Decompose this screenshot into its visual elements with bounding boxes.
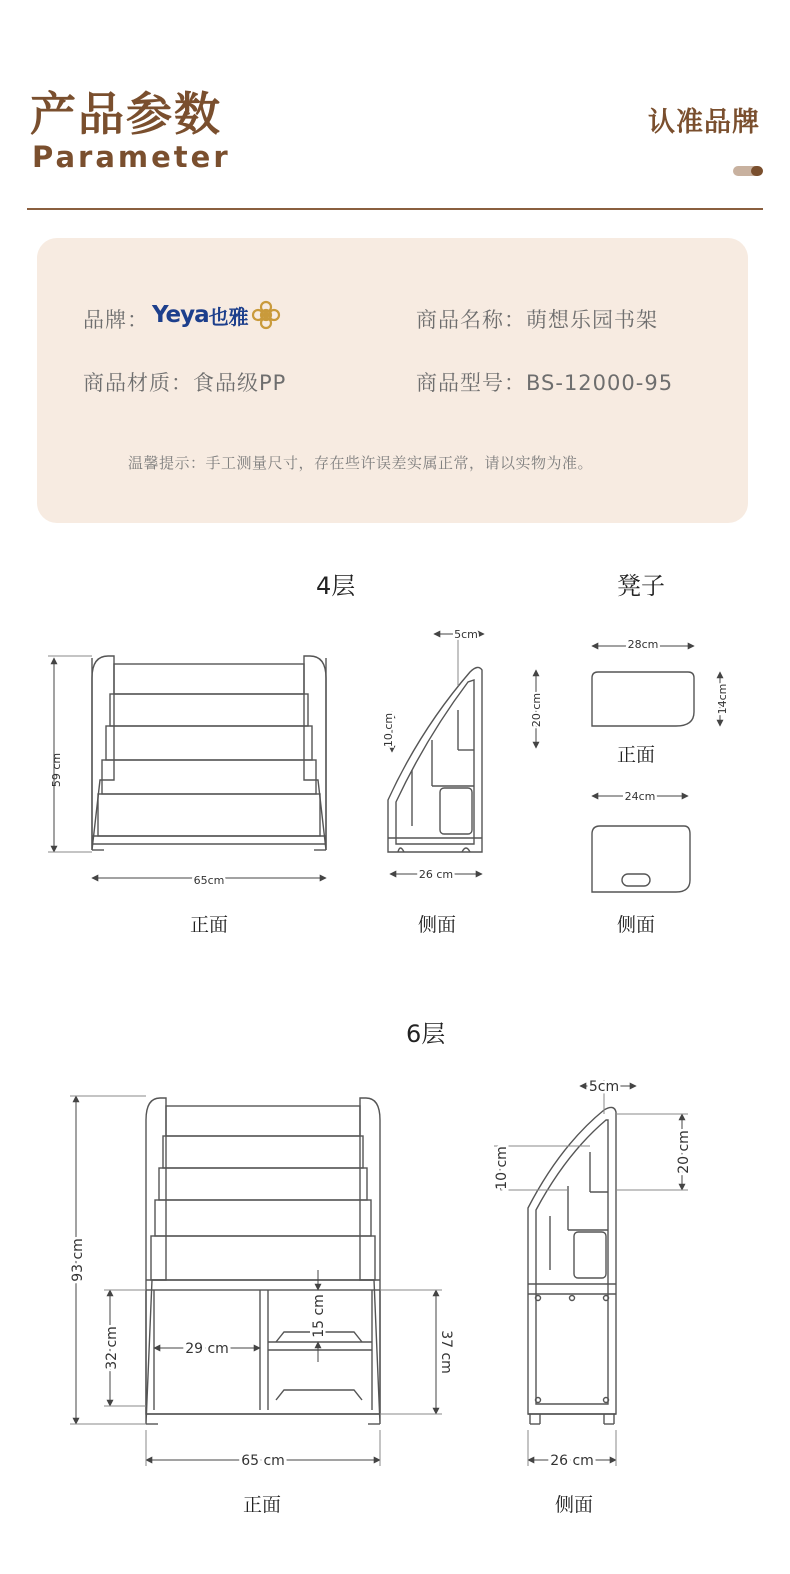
- brand-row: [83, 304, 149, 334]
- section-6-drawings: [0, 1070, 790, 1480]
- dim-6-depth: 26 cm: [550, 1453, 594, 1469]
- caption-6-front: 正面: [243, 1494, 282, 1516]
- section-6-title: 6层: [406, 1020, 446, 1048]
- product-model: 商品型号：BS-12000-95: [416, 371, 674, 395]
- caption-stool-front: 正面: [617, 744, 656, 766]
- shelf-4-front-drawing: [92, 656, 326, 850]
- shelf-6-front-drawing: [146, 1098, 380, 1424]
- brand-logo-cn: 也雅: [208, 304, 249, 329]
- caption-6-side: 侧面: [555, 1494, 594, 1516]
- dim-4-width: 65cm: [193, 874, 225, 887]
- caption-stool-side: 侧面: [617, 914, 656, 936]
- dim-4-shelf-gap: 10 cm: [382, 712, 395, 748]
- dim-stool-height: 14cm: [716, 683, 729, 715]
- caption-4-front: 正面: [190, 914, 229, 936]
- brand-tag: 认准品牌: [648, 107, 760, 138]
- stool-title: 凳子: [617, 572, 665, 600]
- brand-logo: [152, 300, 281, 330]
- dim-4-height: 59 cm: [50, 752, 63, 788]
- brand-label: 品牌：: [83, 308, 149, 332]
- section-4-title: 4层: [316, 572, 356, 600]
- dim-6-shelf-gap: 10 cm: [494, 1146, 510, 1190]
- section-4-drawings: [0, 620, 790, 910]
- page-title: 产品参数: [30, 87, 222, 141]
- stool-side-drawing: [592, 826, 690, 892]
- dim-6-cabinet-height: 37 cm: [438, 1330, 454, 1374]
- dim-6-height: 93 cm: [70, 1238, 86, 1282]
- measurement-note: 温馨提示：手工测量尺寸，存在些许误差实属正常，请以实物为准。: [128, 454, 594, 472]
- dim-6-lower-height: 32 cm: [104, 1326, 120, 1370]
- dim-6-top-height: 20 cm: [676, 1130, 692, 1174]
- page-subtitle: Parameter: [32, 140, 231, 174]
- flower-icon: [251, 300, 281, 330]
- stool-front-drawing: [592, 672, 694, 726]
- product-name: 商品名称：萌想乐园书架: [416, 308, 658, 332]
- product-material: 商品材质：食品级PP: [83, 371, 287, 395]
- dim-stool-depth: 24cm: [624, 790, 656, 803]
- dim-4-top-height: 20 cm: [530, 692, 543, 728]
- dim-4-depth: 26 cm: [418, 868, 454, 881]
- header-divider: [27, 208, 763, 210]
- dim-4-top-depth: 5cm: [454, 628, 478, 641]
- shelf-6-side-drawing: [528, 1107, 616, 1424]
- caption-4-side: 侧面: [418, 914, 457, 936]
- brand-logo-latin: Yeya: [152, 302, 209, 328]
- dim-6-small-gap: 15 cm: [311, 1294, 327, 1338]
- dim-6-cabinet-width: 29 cm: [185, 1341, 229, 1357]
- dim-stool-width: 28cm: [627, 638, 659, 651]
- decorative-pill: [733, 166, 763, 176]
- dim-6-width: 65 cm: [241, 1453, 285, 1469]
- dim-6-top-depth: 5cm: [588, 1079, 620, 1095]
- shelf-4-side-drawing: [388, 667, 482, 852]
